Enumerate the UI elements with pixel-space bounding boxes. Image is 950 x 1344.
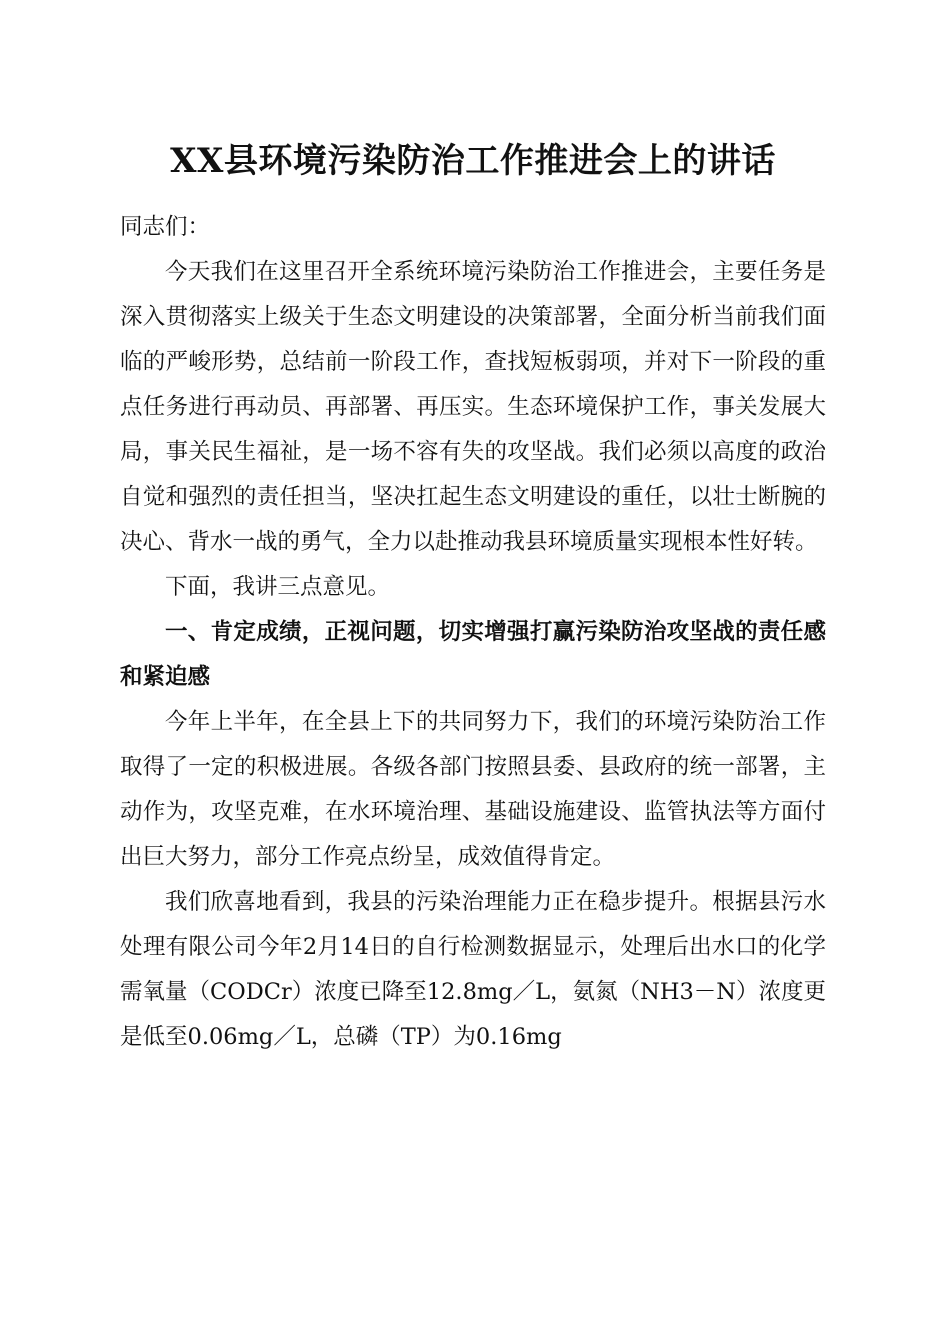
document-title: XX县环境污染防治工作推进会上的讲话 <box>170 141 776 181</box>
paragraph-monitoring-data: 我们欣喜地看到，我县的污染治理能力正在稳步提升。根据县污水处理有限公司今年2月14日的自行检测数据显示，处理后出水口的化学需氧量（CODCr）浓度已降至12.8mg／L，氨氮（NH3－N）浓度更是低至0.06mg／L，总磷（TP）为0.16mg <box>120 889 826 1050</box>
section-heading-1: 一、肯定成绩，正视问题，切实增强打赢污染防治攻坚战的责任感和紧迫感 <box>120 619 826 690</box>
paragraph-intro-points: 下面，我讲三点意见。 <box>165 574 391 600</box>
paragraph-progress: 今年上半年，在全县上下的共同努力下，我们的环境污染防治工作取得了一定的积极进展。各级各部门按照县委、县政府的统一部署，主动作为，攻坚克难，在水环境治理、基础设施建设、监管执法等方面付出巨大努力，部分工作亮点纷呈，成效值得肯定。 <box>120 709 826 870</box>
paragraph-opening: 今天我们在这里召开全系统环境污染防治工作推进会，主要任务是深入贯彻落实上级关于生态文明建设的决策部署，全面分析当前我们面临的严峻形势，总结前一阶段工作，查找短板弱项，并对下一阶段的重点任务进行再动员、再部署、再压实。生态环境保护工作，事关发展大局，事关民生福祉，是一场不容有失的攻坚战。我们必须以高度的政治自觉和强烈的责任担当，坚决扛起生态文明建设的重任，以壮士断腕的决心、背水一战的勇气，全力以赴推动我县环境质量实现根本性好转。 <box>120 259 826 555</box>
salutation: 同志们： <box>120 214 211 240</box>
document-body <box>120 205 826 1060</box>
